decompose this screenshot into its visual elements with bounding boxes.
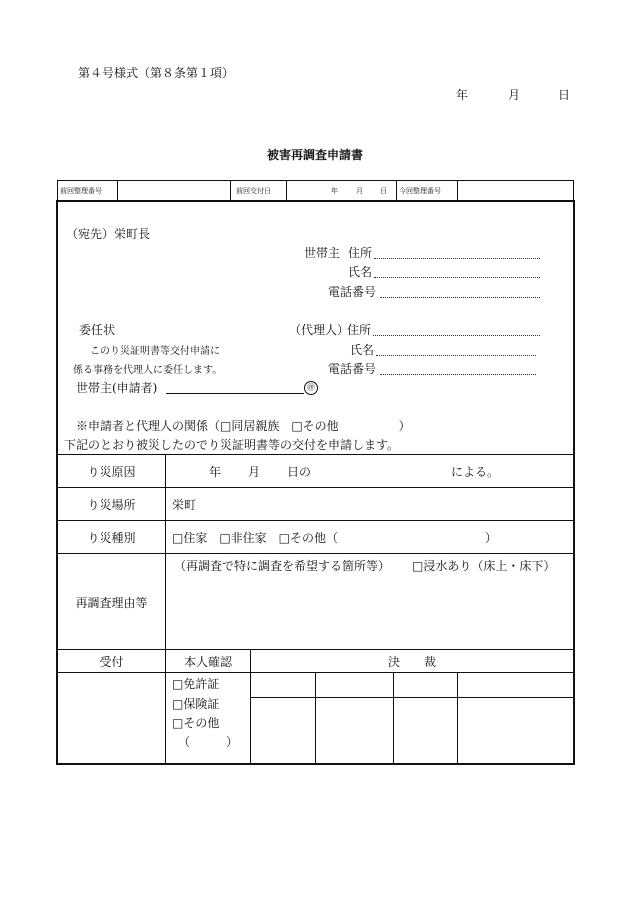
cause-label: り災原因 — [87, 465, 136, 479]
prev-issue-month: 月 — [356, 187, 363, 195]
householder-phone-field[interactable] — [380, 297, 540, 298]
id-option-other[interactable]: □その他 — [172, 716, 220, 730]
householder-label: 世帯主 — [304, 246, 341, 260]
receipt-label: 受付 — [99, 655, 124, 669]
type-options[interactable]: □住家 □非住家 □その他（ — [172, 531, 339, 545]
curr-ref-label: 今回整理番号 — [399, 187, 441, 195]
request-text: 下記のとおり被災したのでり災証明書等の交付を申請します。 — [64, 438, 400, 452]
householder-address-field[interactable] — [374, 258, 540, 259]
seal-mark: ㊞ — [304, 381, 318, 395]
curr-ref-field[interactable] — [459, 181, 572, 199]
cause-month: 月 — [248, 465, 261, 479]
cause-by: による。 — [451, 465, 500, 479]
prev-issue-label: 前回交付日 — [236, 187, 271, 195]
applicant-label: 世帯主(申請者) — [76, 381, 158, 395]
addressee: （宛先）栄町長 — [66, 227, 151, 241]
delegation-line1: このり災証明書等交付申請に — [90, 346, 220, 357]
date-day-label: 日 — [558, 88, 571, 102]
agent-phone-field[interactable] — [380, 374, 536, 375]
reason-input[interactable] — [168, 576, 570, 646]
form-number: 第４号様式（第８条第１項） — [78, 66, 235, 80]
type-close: ） — [485, 531, 498, 545]
flood-checkbox[interactable]: □浸水あり（床上・床下） — [412, 559, 556, 573]
id-option-license[interactable]: □免許証 — [172, 677, 220, 691]
relationship-note: ※申請者と代理人の関係（□同居親族 □その他 ） — [76, 419, 411, 433]
householder-address-label: 住所 — [348, 246, 373, 260]
cause-year: 年 — [209, 465, 222, 479]
decision-label: 決 裁 — [387, 655, 436, 669]
applicant-name-field[interactable] — [166, 393, 304, 394]
date-month-label: 月 — [508, 88, 521, 102]
agent-label: （代理人） — [289, 323, 350, 337]
agent-phone-label: 電話番号 — [328, 362, 377, 376]
date-year-label: 年 — [456, 88, 469, 102]
page-title: 被害再調査申請書 — [267, 148, 364, 162]
householder-name-field[interactable] — [374, 277, 540, 278]
delegation-title: 委任状 — [79, 323, 116, 337]
agent-name-label: 氏名 — [350, 343, 375, 357]
id-check-label: 本人確認 — [183, 655, 232, 669]
id-option-insurance[interactable]: □保険証 — [172, 697, 220, 711]
cause-day-of: 日の — [287, 465, 312, 479]
reason-hint: （再調査で特に調査を希望する箇所等） — [174, 559, 391, 573]
id-option-other-detail: （ ） — [178, 735, 239, 749]
agent-address-label: 住所 — [347, 323, 372, 337]
agent-address-field[interactable] — [373, 335, 540, 336]
type-label: り災種別 — [87, 531, 136, 545]
prev-ref-label: 前回整理番号 — [60, 187, 102, 195]
prev-issue-year: 年 — [331, 187, 338, 195]
householder-phone-label: 電話番号 — [328, 285, 377, 299]
prev-ref-field[interactable] — [119, 181, 229, 199]
reason-label: 再調査理由等 — [75, 596, 148, 610]
prev-issue-day: 日 — [380, 187, 387, 195]
householder-name-label: 氏名 — [348, 265, 373, 279]
delegation-line2: 係る事務を代理人に委任します。 — [73, 365, 223, 376]
place-value: 栄町 — [172, 498, 197, 512]
agent-name-field[interactable] — [376, 355, 536, 356]
cause-input[interactable] — [312, 459, 447, 483]
place-label: り災場所 — [87, 498, 136, 512]
